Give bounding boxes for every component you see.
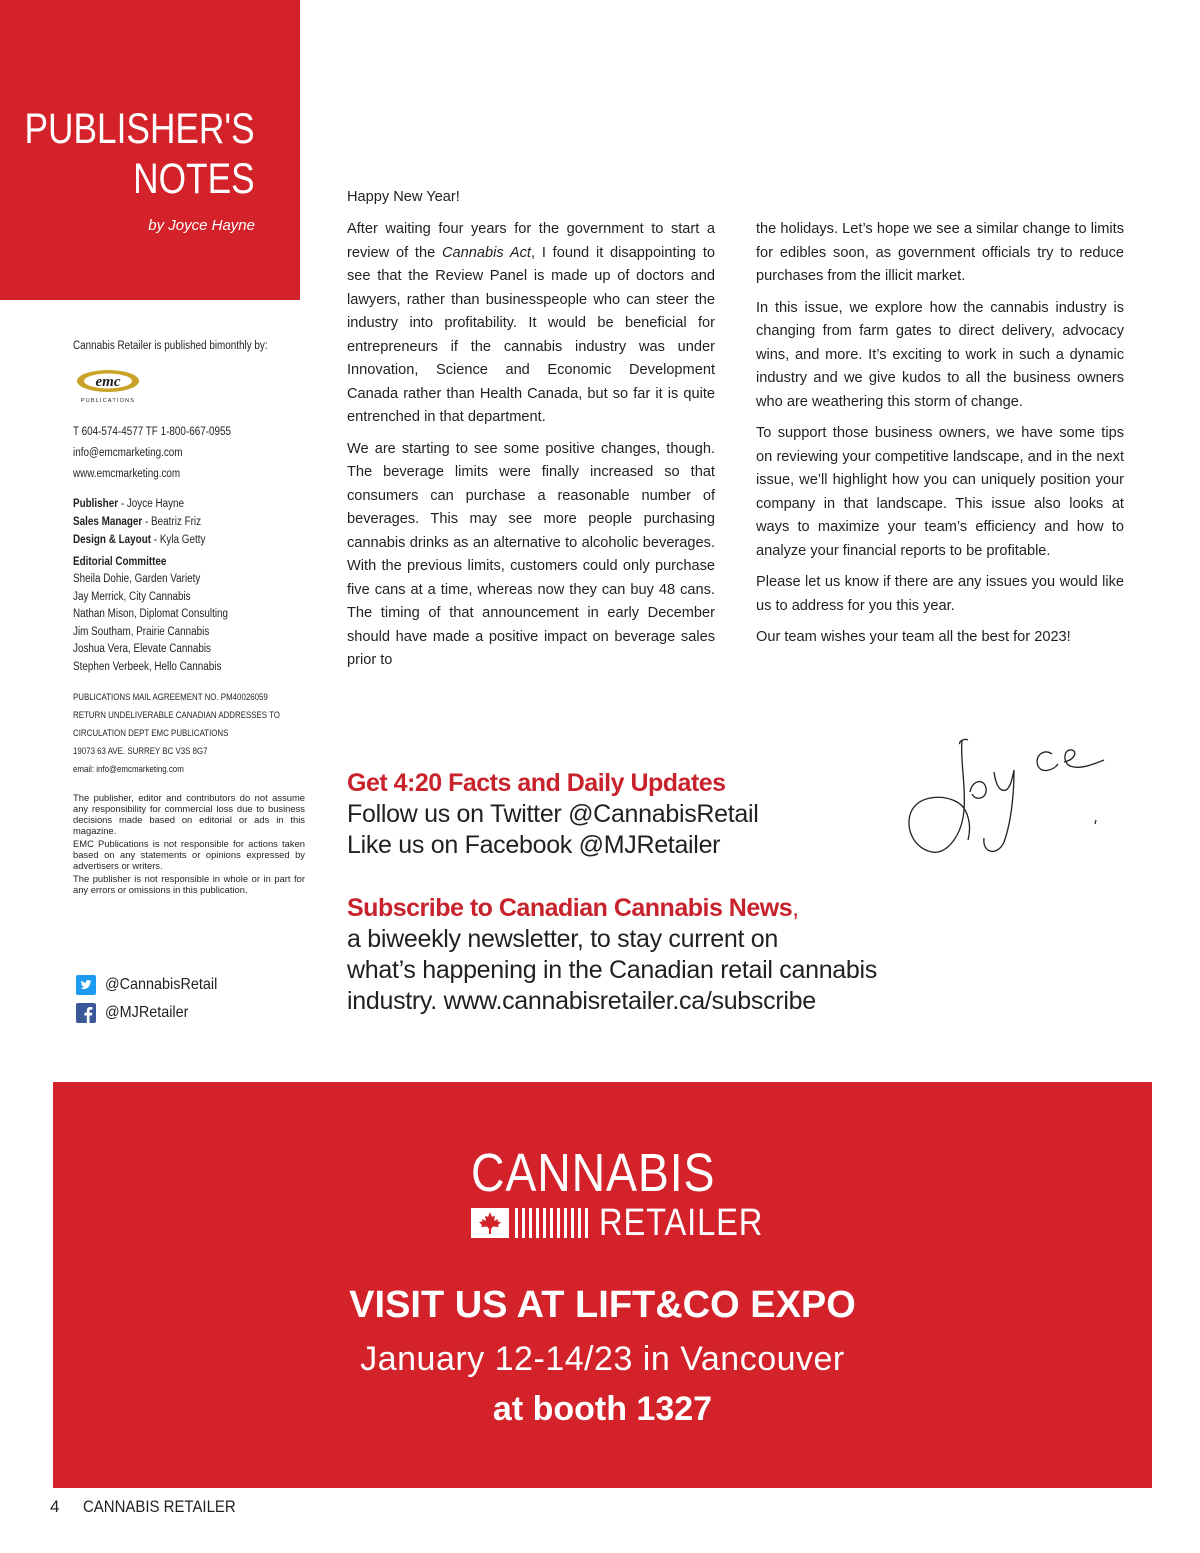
sales-label: Sales Manager — [73, 516, 143, 528]
expo-ad — [53, 1082, 1152, 1488]
ad-dates: January 12-14/23 in Vancouver — [360, 1340, 845, 1378]
editorial-heading: Editorial Committee — [73, 556, 167, 568]
postal-email: email: info@emcmarketing.com — [73, 764, 184, 774]
ad-headline: VISIT US AT LIFT&CO EXPO — [349, 1284, 856, 1326]
disclaimer-text: The publisher is not responsible in whole or in part for any errors or omissions in this publication. — [73, 873, 305, 895]
emc-logo — [75, 368, 141, 404]
postal-line: RETURN UNDELIVERABLE CANADIAN ADDRESSES TO — [73, 710, 280, 720]
svg-text:PUBLICATIONS: PUBLICATIONS — [80, 398, 136, 404]
disclaimer-text: The publisher, editor and contributors do not assume any responsibility for commercial loss due to business decisions made based on editorial or ads in this magazine. — [73, 792, 305, 836]
twitter-icon — [76, 975, 96, 995]
masthead — [73, 338, 305, 897]
title-line-1: PUBLISHER'S — [24, 105, 255, 153]
phone: T 604-574-4577 TF 1-800-667-0955 — [73, 426, 231, 438]
paragraph: the holidays. Let’s hope we see a similar change to limits for edibles soon, as government officials try to reduce purchases from the illicit market. — [756, 221, 1124, 284]
logo-retailer-text: RETAILER — [599, 1202, 764, 1244]
newsletter-heading-comma: , — [792, 894, 799, 922]
social-links — [76, 971, 230, 1027]
byline: by Joyce Hayne — [148, 217, 255, 234]
newsletter-line: a biweekly newsletter, to stay current on — [347, 925, 778, 953]
postal-line: PUBLICATIONS MAIL AGREEMENT NO. PM40026059 — [73, 692, 268, 702]
facebook-handle: @MJRetailer — [105, 1004, 189, 1021]
header-block — [0, 0, 300, 300]
published-by: Cannabis Retailer is published bimonthly by: — [73, 340, 268, 352]
twitter-link[interactable] — [76, 971, 230, 999]
twitter-handle: @CannabisRetail — [105, 976, 218, 993]
paragraph: In this issue, we explore how the cannabis industry is changing from farm gates to direct delivery, advocacy wins, and more. It’s exciting to work in such a dynamic industry and we give kudos to all the business owners who are weathering this storm of change. — [756, 299, 1124, 410]
greeting: Happy New Year! — [347, 189, 460, 205]
website: www.emcmarketing.com — [73, 468, 181, 480]
editorial-list — [73, 571, 273, 676]
barcode-icon — [513, 1208, 595, 1238]
paragraph — [347, 218, 715, 430]
editorial-member: Jay Merrick, City Cannabis — [73, 590, 191, 603]
page-title — [25, 104, 255, 204]
publisher-credit — [73, 495, 273, 513]
twitter-follow[interactable]: Follow us on Twitter @CannabisRetail — [347, 800, 759, 828]
ad-booth: at booth 1327 — [492, 1390, 713, 1428]
facebook-follow[interactable]: Like us on Facebook @MJRetailer — [347, 831, 721, 859]
promo-heading-updates: Get 4:20 Facts and Daily Updates — [347, 769, 726, 797]
contact-info — [73, 422, 273, 485]
editorial-member: Joshua Vera, Elevate Cannabis — [73, 643, 212, 655]
promo-heading-newsletter — [347, 893, 947, 924]
facebook-icon — [76, 1003, 96, 1023]
cannabis-retailer-logo — [471, 1142, 764, 1247]
postal-info — [73, 688, 280, 778]
facebook-link[interactable] — [76, 999, 230, 1027]
page-footer — [50, 1497, 257, 1517]
svg-text:emc: emc — [95, 374, 121, 390]
postal-line: CIRCULATION DEPT EMC PUBLICATIONS — [73, 728, 229, 738]
page-number: 4 — [50, 1497, 60, 1516]
design-label: Design & Layout — [73, 534, 152, 546]
staff-list — [73, 495, 273, 676]
paragraph: We are starting to see some positive changes, though. The beverage limits were finally increased so that consumers can purchase a reasonable number of beverages. This may see more people purchasing cannabis drinks as an alternative to alcoholic beverages. With the previous limits, customers could only purchase five cans at a time, whereas now they can buy 48 cans. The timing of that announcement in early December should have made a positive impact on beverage sales prior to — [347, 440, 715, 668]
article-column-2 — [756, 218, 1124, 658]
magazine-name: CANNABIS RETAILER — [83, 1497, 237, 1516]
disclaimer — [73, 792, 305, 895]
publisher-label: Publisher — [73, 498, 119, 510]
sales-value: - Beatriz Friz — [142, 516, 202, 528]
editorial-member: Stephen Verbeek, Hello Cannabis — [73, 660, 222, 673]
editorial-member: Nathan Mison, Diplomat Consulting — [73, 608, 229, 620]
act-title: Cannabis Act — [441, 244, 531, 261]
promo-block — [347, 768, 947, 1017]
email: info@emcmarketing.com — [73, 447, 183, 459]
disclaimer-text: EMC Publications is not responsible for actions taken based on any statements or opinions expressed by advertisers or writers. — [73, 838, 305, 871]
sales-credit — [73, 513, 273, 531]
editorial-member: Sheila Dohie, Garden Variety — [73, 573, 201, 585]
publisher-value: - Joyce Hayne — [118, 498, 185, 510]
design-credit — [73, 531, 273, 549]
paragraph: To support those business owners, we have some tips on reviewing your competitive landscape, and in the next issue, we’ll highlight how you can uniquely position your company in that landscape. This issue also looks at ways to maximize your team’s efficiency and how to analyze your financial reports to be profitable. — [756, 425, 1124, 559]
article-column-1 — [347, 218, 715, 681]
title-line-2: NOTES — [133, 155, 255, 203]
paragraph-text: , I found it disappointing to see that the Review Panel is made up of doctors and lawyers, rather than businesspeople who can steer the industry into profitability. It would be beneficial for entrepreneurs if the cannabis industry was under Innovation, Science and Economic Development Canada rather than Health Canada, but so far it is quite entrenched in that department. — [347, 244, 716, 425]
maple-leaf-icon — [471, 1208, 509, 1238]
paragraph-text: After waiting four years for the government to start a review of the — [347, 221, 715, 261]
paragraph: Please let us know if there are any issues you would like us to address for you this year. — [756, 574, 1124, 614]
design-value: - Kyla Getty — [151, 534, 206, 546]
newsletter-subscribe-link[interactable]: industry. www.cannabisretailer.ca/subscribe — [347, 987, 816, 1015]
logo-cannabis-text: CANNABIS — [471, 1143, 716, 1203]
newsletter-heading-text: Subscribe to Canadian Cannabis News — [347, 894, 793, 922]
newsletter-line: what’s happening in the Canadian retail cannabis — [347, 956, 877, 984]
paragraph: Our team wishes your team all the best for 2023! — [756, 629, 1071, 645]
editorial-member: Jim Southam, Prairie Cannabis — [73, 625, 210, 638]
postal-line: 19073 63 AVE. SURREY BC V3S 8G7 — [73, 746, 208, 756]
